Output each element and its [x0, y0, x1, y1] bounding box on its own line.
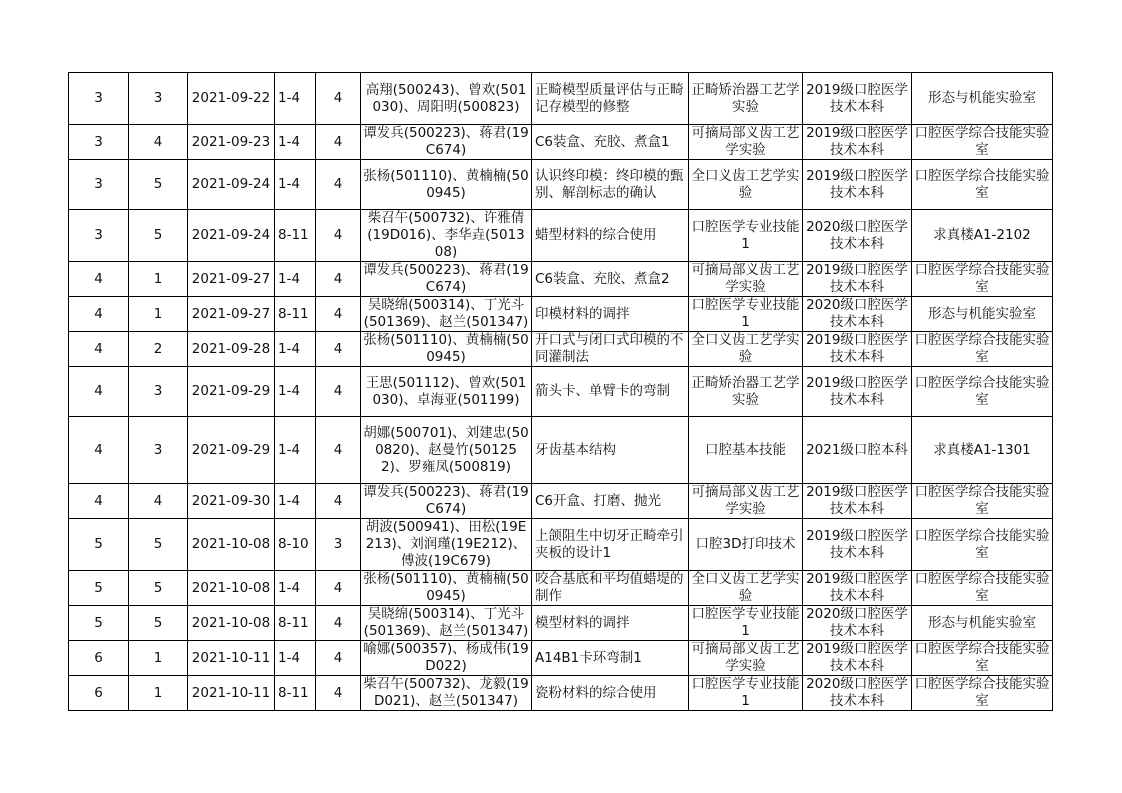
periods-cell: 1-4	[275, 73, 316, 125]
hours-cell: 4	[316, 484, 361, 519]
class-cell: 2020级口腔医学技术本科	[803, 606, 912, 641]
room-cell: 求真楼A1-1301	[912, 417, 1053, 484]
class-cell: 2019级口腔医学技术本科	[803, 641, 912, 676]
date-cell: 2021-09-29	[188, 417, 275, 484]
course-cell: 全口义齿工艺学实验	[689, 160, 803, 210]
content-cell: 上颌阻生中切牙正畸牵引夹板的设计1	[532, 519, 689, 571]
weekday-cell: 4	[129, 484, 188, 519]
content-cell: A14B1卡环弯制1	[532, 641, 689, 676]
teachers-cell: 高翔(500243)、曾欢(501030)、周阳明(500823)	[361, 73, 532, 125]
class-cell: 2019级口腔医学技术本科	[803, 160, 912, 210]
content-cell: 牙齿基本结构	[532, 417, 689, 484]
teachers-cell: 柴召午(500732)、龙毅(19D021)、赵兰(501347)	[361, 676, 532, 711]
teachers-cell: 张杨(501110)、黄楠楠(500945)	[361, 160, 532, 210]
weekday-cell: 5	[129, 210, 188, 262]
date-cell: 2021-09-27	[188, 297, 275, 332]
periods-cell: 8-11	[275, 210, 316, 262]
content-cell: 模型材料的调拌	[532, 606, 689, 641]
class-cell: 2019级口腔医学技术本科	[803, 332, 912, 367]
teachers-cell: 王思(501112)、曾欢(501030)、卓海亚(501199)	[361, 367, 532, 417]
hours-cell: 4	[316, 641, 361, 676]
table-row	[69, 417, 1053, 484]
date-cell: 2021-10-11	[188, 641, 275, 676]
class-cell: 2019级口腔医学技术本科	[803, 571, 912, 606]
room-cell: 口腔医学综合技能实验室	[912, 641, 1053, 676]
table-row	[69, 367, 1053, 417]
content-cell: 蜡型材料的综合使用	[532, 210, 689, 262]
weekday-cell: 3	[129, 367, 188, 417]
course-cell: 口腔医学专业技能1	[689, 297, 803, 332]
table-row	[69, 571, 1053, 606]
teachers-cell: 谭发兵(500223)、蒋君(19C674)	[361, 262, 532, 297]
table-row	[69, 125, 1053, 160]
class-cell: 2019级口腔医学技术本科	[803, 262, 912, 297]
table-row	[69, 641, 1053, 676]
hours-cell: 4	[316, 160, 361, 210]
content-cell: C6开盒、打磨、抛光	[532, 484, 689, 519]
week-cell: 6	[69, 641, 129, 676]
table-row	[69, 484, 1053, 519]
periods-cell: 8-11	[275, 676, 316, 711]
periods-cell: 8-10	[275, 519, 316, 571]
periods-cell: 1-4	[275, 571, 316, 606]
week-cell: 5	[69, 571, 129, 606]
room-cell: 求真楼A1-2102	[912, 210, 1053, 262]
table-row	[69, 332, 1053, 367]
week-cell: 4	[69, 484, 129, 519]
weekday-cell: 5	[129, 606, 188, 641]
course-cell: 口腔基本技能	[689, 417, 803, 484]
class-cell: 2019级口腔医学技术本科	[803, 484, 912, 519]
room-cell: 口腔医学综合技能实验室	[912, 571, 1053, 606]
date-cell: 2021-10-08	[188, 519, 275, 571]
table-row	[69, 210, 1053, 262]
course-cell: 口腔医学专业技能1	[689, 676, 803, 711]
teachers-cell: 胡娜(500701)、刘建忠(500820)、赵曼竹(501252)、罗雍凤(500819)	[361, 417, 532, 484]
hours-cell: 4	[316, 332, 361, 367]
weekday-cell: 5	[129, 571, 188, 606]
date-cell: 2021-09-27	[188, 262, 275, 297]
table-row	[69, 676, 1053, 711]
content-cell: C6装盒、充胶、煮盒2	[532, 262, 689, 297]
week-cell: 4	[69, 262, 129, 297]
periods-cell: 1-4	[275, 125, 316, 160]
periods-cell: 1-4	[275, 160, 316, 210]
teachers-cell: 张杨(501110)、黄楠楠(500945)	[361, 571, 532, 606]
course-cell: 正畸矫治器工艺学实验	[689, 367, 803, 417]
date-cell: 2021-09-29	[188, 367, 275, 417]
schedule-table	[68, 72, 1053, 711]
week-cell: 4	[69, 417, 129, 484]
room-cell: 口腔医学综合技能实验室	[912, 262, 1053, 297]
teachers-cell: 谭发兵(500223)、蒋君(19C674)	[361, 484, 532, 519]
date-cell: 2021-09-23	[188, 125, 275, 160]
teachers-cell: 吴晓绵(500314)、丁光斗(501369)、赵兰(501347)	[361, 297, 532, 332]
class-cell: 2019级口腔医学技术本科	[803, 73, 912, 125]
table-row	[69, 160, 1053, 210]
class-cell: 2020级口腔医学技术本科	[803, 210, 912, 262]
hours-cell: 4	[316, 73, 361, 125]
date-cell: 2021-10-11	[188, 676, 275, 711]
course-cell: 全口义齿工艺学实验	[689, 571, 803, 606]
week-cell: 4	[69, 297, 129, 332]
table-row	[69, 262, 1053, 297]
hours-cell: 4	[316, 417, 361, 484]
teachers-cell: 谭发兵(500223)、蒋君(19C674)	[361, 125, 532, 160]
teachers-cell: 吴晓绵(500314)、丁光斗(501369)、赵兰(501347)	[361, 606, 532, 641]
course-cell: 口腔医学专业技能1	[689, 606, 803, 641]
room-cell: 口腔医学综合技能实验室	[912, 332, 1053, 367]
content-cell: 开口式与闭口式印模的不同灌制法	[532, 332, 689, 367]
room-cell: 口腔医学综合技能实验室	[912, 484, 1053, 519]
week-cell: 5	[69, 606, 129, 641]
table-row	[69, 297, 1053, 332]
content-cell: 咬合基底和平均值蜡堤的制作	[532, 571, 689, 606]
course-cell: 全口义齿工艺学实验	[689, 332, 803, 367]
course-cell: 口腔3D打印技术	[689, 519, 803, 571]
periods-cell: 1-4	[275, 367, 316, 417]
weekday-cell: 1	[129, 676, 188, 711]
hours-cell: 4	[316, 210, 361, 262]
room-cell: 口腔医学综合技能实验室	[912, 367, 1053, 417]
week-cell: 3	[69, 73, 129, 125]
date-cell: 2021-09-28	[188, 332, 275, 367]
week-cell: 3	[69, 160, 129, 210]
table-row	[69, 73, 1053, 125]
periods-cell: 1-4	[275, 641, 316, 676]
week-cell: 4	[69, 332, 129, 367]
week-cell: 6	[69, 676, 129, 711]
room-cell: 口腔医学综合技能实验室	[912, 160, 1053, 210]
room-cell: 形态与机能实验室	[912, 297, 1053, 332]
course-cell: 可摘局部义齿工艺学实验	[689, 484, 803, 519]
course-cell: 可摘局部义齿工艺学实验	[689, 641, 803, 676]
class-cell: 2019级口腔医学技术本科	[803, 367, 912, 417]
weekday-cell: 1	[129, 297, 188, 332]
teachers-cell: 柴召午(500732)、许雅倩(19D016)、李华垚(501308)	[361, 210, 532, 262]
content-cell: C6装盒、充胶、煮盒1	[532, 125, 689, 160]
week-cell: 4	[69, 367, 129, 417]
room-cell: 口腔医学综合技能实验室	[912, 519, 1053, 571]
weekday-cell: 3	[129, 73, 188, 125]
content-cell: 印模材料的调拌	[532, 297, 689, 332]
hours-cell: 4	[316, 571, 361, 606]
periods-cell: 8-11	[275, 297, 316, 332]
hours-cell: 3	[316, 519, 361, 571]
date-cell: 2021-09-24	[188, 160, 275, 210]
date-cell: 2021-10-08	[188, 606, 275, 641]
course-cell: 口腔医学专业技能1	[689, 210, 803, 262]
room-cell: 形态与机能实验室	[912, 73, 1053, 125]
table-row	[69, 606, 1053, 641]
weekday-cell: 2	[129, 332, 188, 367]
weekday-cell: 4	[129, 125, 188, 160]
weekday-cell: 5	[129, 519, 188, 571]
date-cell: 2021-09-22	[188, 73, 275, 125]
date-cell: 2021-10-08	[188, 571, 275, 606]
course-cell: 正畸矫治器工艺学实验	[689, 73, 803, 125]
course-cell: 可摘局部义齿工艺学实验	[689, 125, 803, 160]
hours-cell: 4	[316, 125, 361, 160]
room-cell: 形态与机能实验室	[912, 606, 1053, 641]
course-cell: 可摘局部义齿工艺学实验	[689, 262, 803, 297]
content-cell: 箭头卡、单臂卡的弯制	[532, 367, 689, 417]
periods-cell: 1-4	[275, 262, 316, 297]
periods-cell: 1-4	[275, 484, 316, 519]
weekday-cell: 5	[129, 160, 188, 210]
date-cell: 2021-09-24	[188, 210, 275, 262]
content-cell: 认识终印模：终印模的甄别、解剖标志的确认	[532, 160, 689, 210]
periods-cell: 8-11	[275, 606, 316, 641]
class-cell: 2019级口腔医学技术本科	[803, 125, 912, 160]
week-cell: 5	[69, 519, 129, 571]
periods-cell: 1-4	[275, 332, 316, 367]
teachers-cell: 喻娜(500357)、杨成伟(19D022)	[361, 641, 532, 676]
content-cell: 正畸模型质量评估与正畸记存模型的修整	[532, 73, 689, 125]
hours-cell: 4	[316, 676, 361, 711]
hours-cell: 4	[316, 262, 361, 297]
weekday-cell: 1	[129, 262, 188, 297]
class-cell: 2020级口腔医学技术本科	[803, 297, 912, 332]
schedule-table-body	[69, 73, 1053, 711]
class-cell: 2020级口腔医学技术本科	[803, 676, 912, 711]
weekday-cell: 1	[129, 641, 188, 676]
weekday-cell: 3	[129, 417, 188, 484]
room-cell: 口腔医学综合技能实验室	[912, 676, 1053, 711]
content-cell: 瓷粉材料的综合使用	[532, 676, 689, 711]
table-row	[69, 519, 1053, 571]
week-cell: 3	[69, 125, 129, 160]
teachers-cell: 张杨(501110)、黄楠楠(500945)	[361, 332, 532, 367]
teachers-cell: 胡波(500941)、田松(19E213)、刘润瑾(19E212)、傅波(19C679)	[361, 519, 532, 571]
hours-cell: 4	[316, 367, 361, 417]
hours-cell: 4	[316, 297, 361, 332]
hours-cell: 4	[316, 606, 361, 641]
week-cell: 3	[69, 210, 129, 262]
date-cell: 2021-09-30	[188, 484, 275, 519]
room-cell: 口腔医学综合技能实验室	[912, 125, 1053, 160]
periods-cell: 1-4	[275, 417, 316, 484]
class-cell: 2019级口腔医学技术本科	[803, 519, 912, 571]
class-cell: 2021级口腔本科	[803, 417, 912, 484]
